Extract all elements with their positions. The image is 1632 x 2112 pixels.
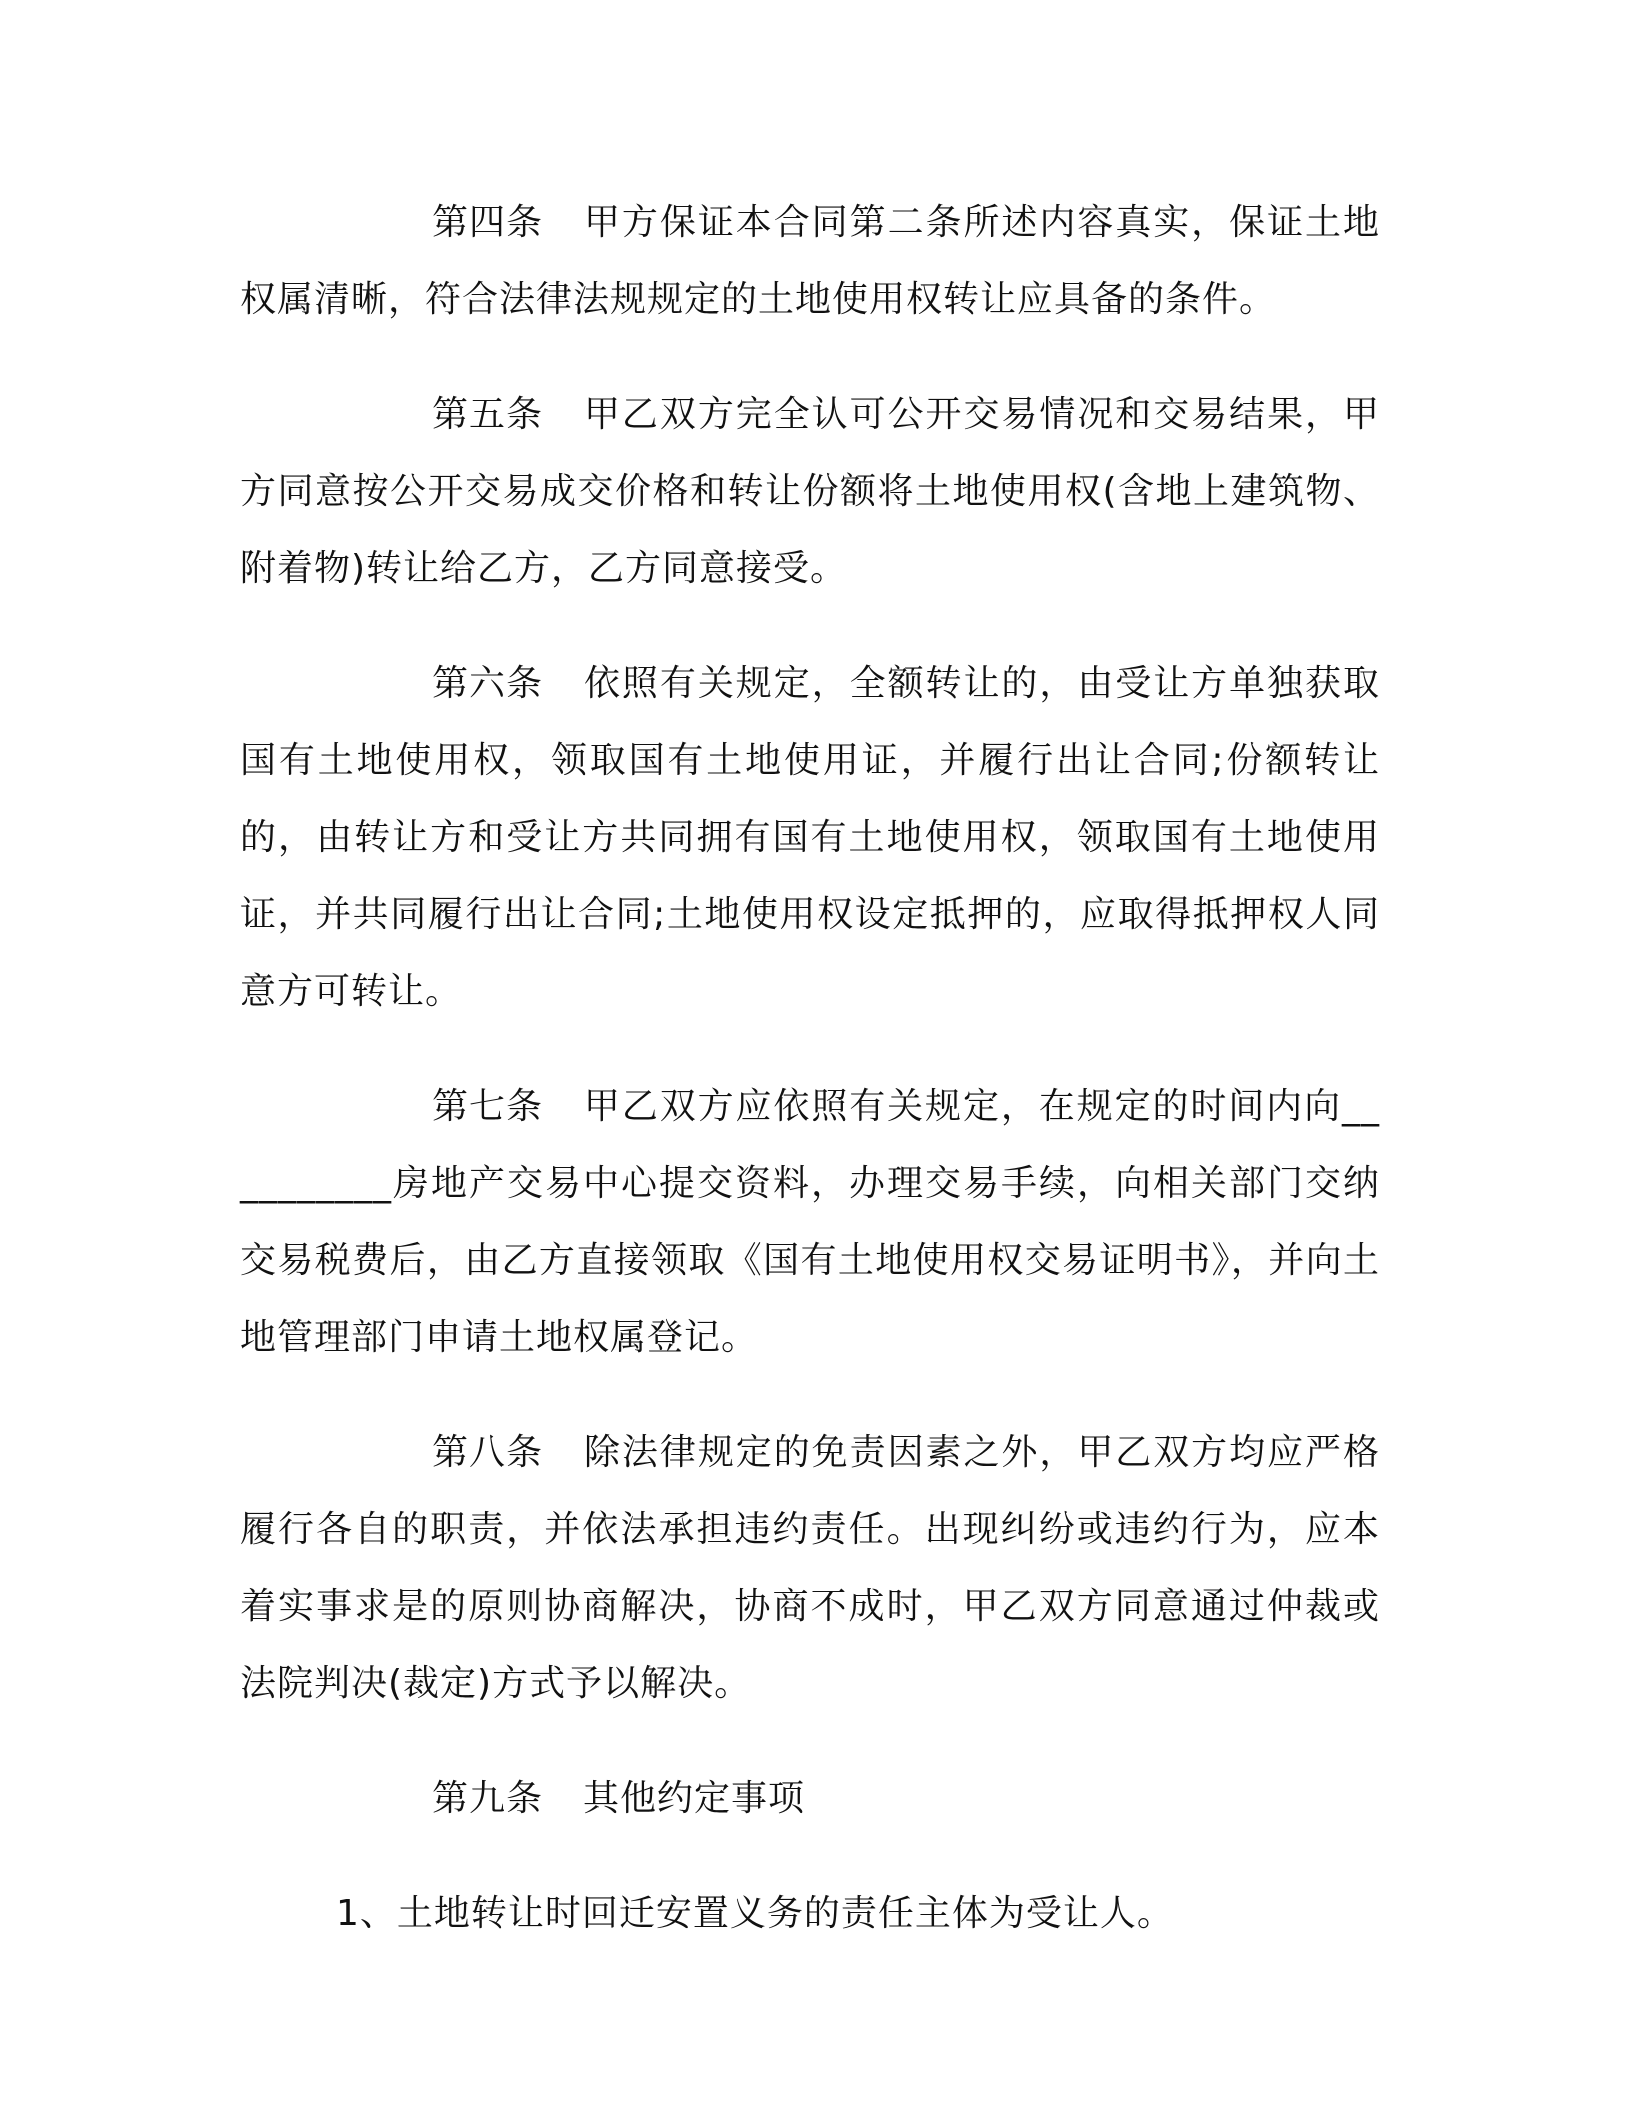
article-text: 甲乙双方完全认可公开交易情况和交易结果，甲方同意按公开交易成交价格和转让份额将土地使用权(含地上建筑物、附着物)转让给乙方，乙方同意接受。 (240, 394, 1380, 589)
article-8 (240, 1414, 1380, 1722)
document-body (240, 184, 1380, 1952)
article-text: 甲方保证本合同第二条所述内容真实，保证土地权属清晰，符合法律法规规定的土地使用权转让应具备的条件。 (240, 202, 1380, 320)
article-label: 第六条 (432, 663, 544, 704)
article-text: 甲乙双方应依照有关规定，在规定的时间内向__________房地产交易中心提交资料，办理交易手续，向相关部门交纳交易税费后，由乙方直接领取《国有土地使用权交易证明书》，并向土地管理部门申请土地权属登记。 (240, 1086, 1380, 1358)
list-item: 1、土地转让时回迁安置义务的责任主体为受让人。 (336, 1893, 1174, 1934)
article-4 (240, 184, 1380, 338)
article-label: 第七条 (432, 1086, 544, 1127)
article-5 (240, 376, 1380, 607)
article-label: 第四条 (432, 202, 544, 243)
article-7 (240, 1068, 1380, 1376)
article-label: 第五条 (432, 394, 544, 435)
article-text: 依照有关规定，全额转让的，由受让方单独获取国有土地使用权，领取国有土地使用证，并履行出让合同;份额转让的，由转让方和受让方共同拥有国有土地使用权，领取国有土地使用证，并共同履行出让合同;土地使用权设定抵押的，应取得抵押权人同意方可转让。 (240, 663, 1380, 1012)
article-9 (240, 1760, 1380, 1837)
article-label: 第八条 (432, 1432, 544, 1473)
article-label: 第九条 (432, 1778, 544, 1819)
article-text: 其他约定事项 (583, 1778, 806, 1819)
article-6 (240, 645, 1380, 1030)
article-text: 除法律规定的免责因素之外，甲乙双方均应严格履行各自的职责，并依法承担违约责任。出现纠纷或违约行为，应本着实事求是的原则协商解决，协商不成时，甲乙双方同意通过仲裁或法院判决(裁定)方式予以解决。 (240, 1432, 1380, 1704)
